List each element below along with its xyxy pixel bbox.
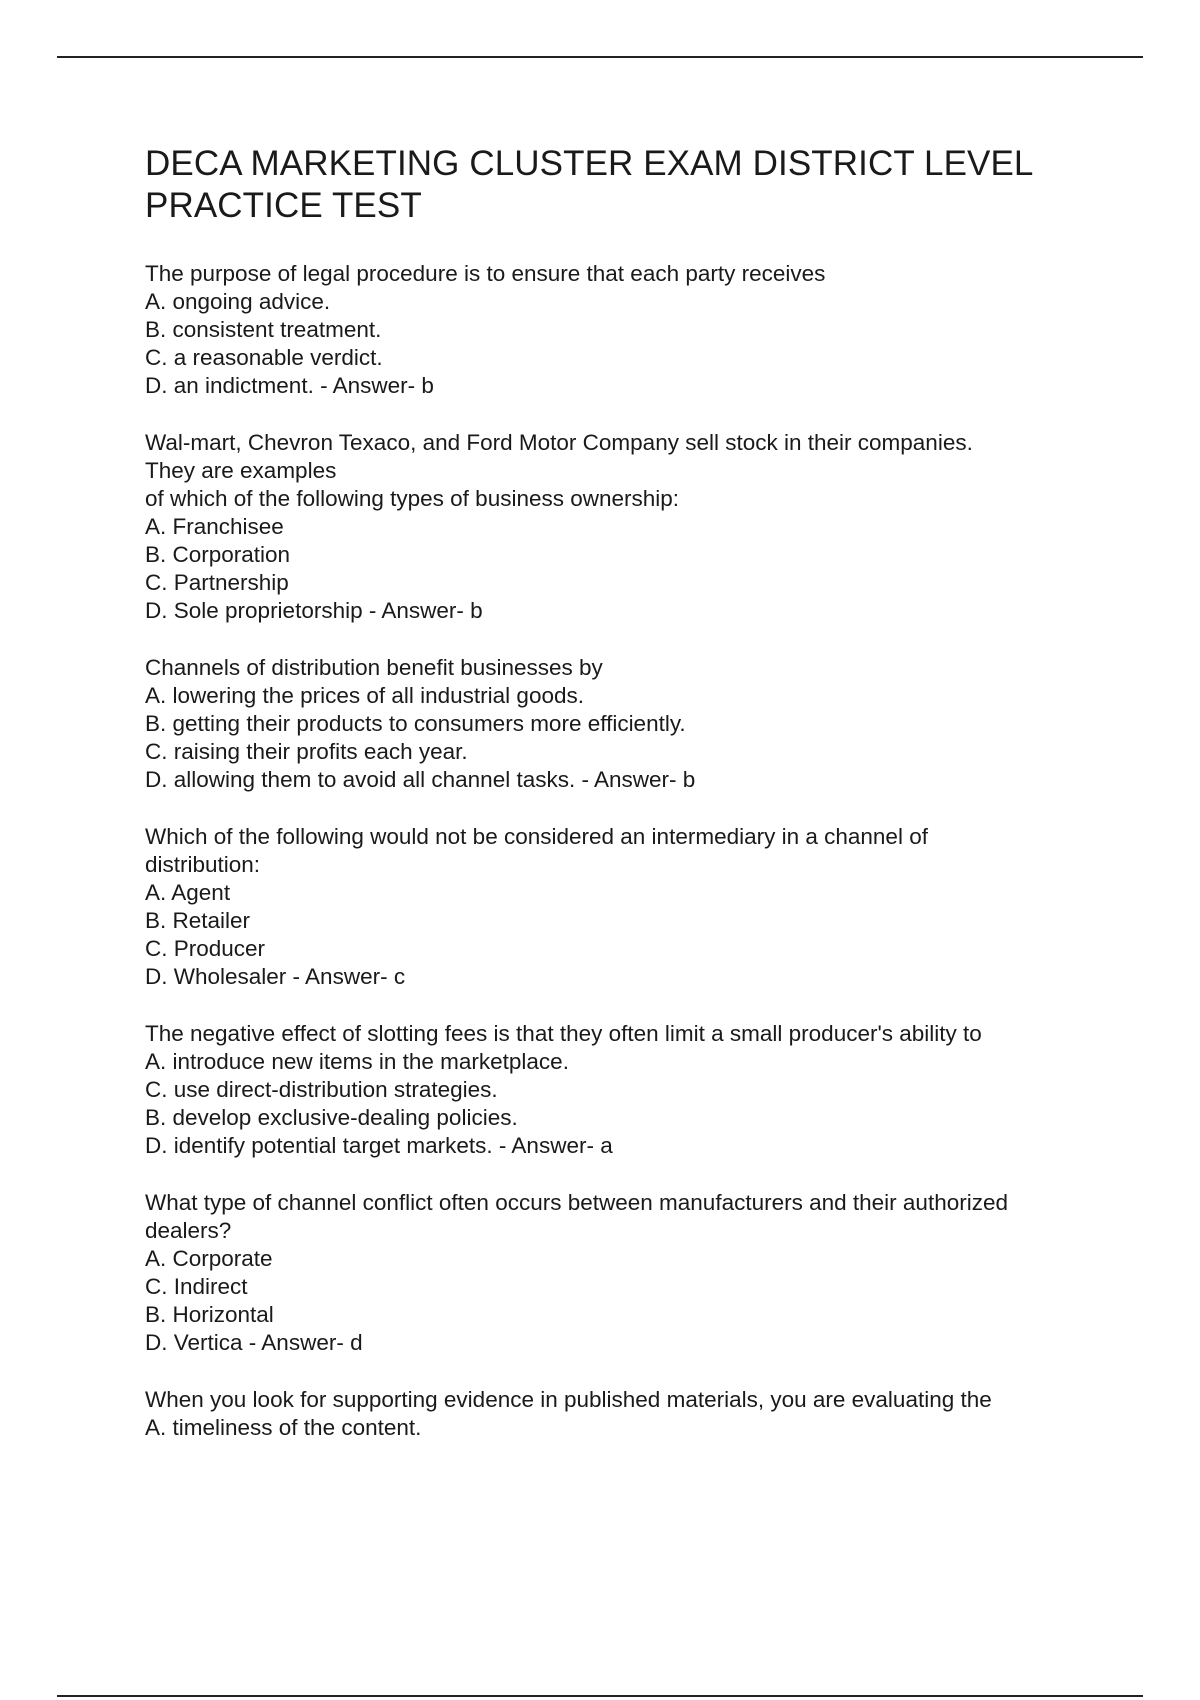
- answer-option: [145, 1132, 1095, 1160]
- answer-option-text: C. Indirect: [145, 1274, 248, 1299]
- answer-option-text: A. Corporate: [145, 1246, 273, 1271]
- question-block: [145, 1189, 1095, 1357]
- answer-option: [145, 1245, 1095, 1273]
- answer-option: [145, 1414, 1095, 1442]
- question-block: [145, 429, 1095, 625]
- question-stem: Which of the following would not be considered an intermediary in a channel of: [145, 824, 928, 849]
- answer-option: [145, 513, 1095, 541]
- question-block: [145, 823, 1095, 991]
- answer-option-text: D. Vertica: [145, 1330, 243, 1355]
- answer-key: - Answer- d: [242, 1330, 363, 1355]
- question-stem: Channels of distribution benefit businesses by: [145, 655, 603, 680]
- answer-key: - Answer- c: [286, 964, 406, 989]
- answer-option: [145, 766, 1095, 794]
- answer-option-text: A. timeliness of the content.: [145, 1415, 422, 1440]
- question-stem: When you look for supporting evidence in published materials, you are evaluating the: [145, 1387, 992, 1412]
- answer-option-text: C. Producer: [145, 936, 266, 961]
- answer-key: - Answer- b: [362, 598, 483, 623]
- answer-option: [145, 963, 1095, 991]
- answer-option: [145, 597, 1095, 625]
- answer-option-text: A. lowering the prices of all industrial goods.: [145, 683, 584, 708]
- question-stem: of which of the following types of business ownership:: [145, 486, 680, 511]
- answer-option-text: B. Horizontal: [145, 1302, 274, 1327]
- answer-option: [145, 710, 1095, 738]
- title-line-1: DECA MARKETING CLUSTER EXAM DISTRICT LEVEL: [145, 144, 1034, 183]
- question-stem: dealers?: [145, 1218, 232, 1243]
- answer-option-text: B. getting their products to consumers more efficiently.: [145, 711, 686, 736]
- answer-option: [145, 879, 1095, 907]
- answer-option: [145, 1273, 1095, 1301]
- answer-option: [145, 935, 1095, 963]
- answer-option-text: D. allowing them to avoid all channel tasks.: [145, 767, 576, 792]
- answer-option-text: B. Retailer: [145, 908, 251, 933]
- answer-option-text: D. Sole proprietorship: [145, 598, 363, 623]
- answer-option: [145, 1329, 1095, 1357]
- answer-option-text: A. ongoing advice.: [145, 289, 331, 314]
- answer-option-text: D. identify potential target markets.: [145, 1133, 493, 1158]
- answer-option: [145, 569, 1095, 597]
- answer-option-text: C. raising their profits each year.: [145, 739, 468, 764]
- answer-option-text: B. Corporation: [145, 542, 291, 567]
- answer-option-text: B. consistent treatment.: [145, 317, 382, 342]
- answer-option: [145, 1301, 1095, 1329]
- question-stem: The purpose of legal procedure is to ensure that each party receives: [145, 261, 826, 286]
- answer-option: [145, 541, 1095, 569]
- header-rule: [57, 56, 1143, 58]
- question-stem: What type of channel conflict often occurs between manufacturers and their authorized: [145, 1190, 1008, 1215]
- answer-option-text: A. introduce new items in the marketplace.: [145, 1049, 569, 1074]
- question-stem: distribution:: [145, 852, 261, 877]
- document-body: [145, 143, 1095, 1471]
- answer-option: [145, 682, 1095, 710]
- answer-option: [145, 288, 1095, 316]
- question-stem: They are examples: [145, 458, 337, 483]
- answer-option-text: A. Agent: [145, 880, 231, 905]
- answer-option-text: C. a reasonable verdict.: [145, 345, 383, 370]
- answer-option: [145, 1048, 1095, 1076]
- answer-option: [145, 344, 1095, 372]
- answer-option: [145, 372, 1095, 400]
- answer-option-text: D. an indictment.: [145, 373, 314, 398]
- question-block: [145, 260, 1095, 400]
- answer-option-text: D. Wholesaler: [145, 964, 287, 989]
- answer-option-text: A. Franchisee: [145, 514, 284, 539]
- footer-rule: [57, 1695, 1143, 1697]
- answer-option: [145, 316, 1095, 344]
- answer-key: - Answer- b: [313, 373, 434, 398]
- answer-key: - Answer- b: [575, 767, 696, 792]
- answer-option-text: C. Partnership: [145, 570, 289, 595]
- question-list: [145, 260, 1095, 1442]
- question-block: [145, 1386, 1095, 1442]
- answer-option: [145, 738, 1095, 766]
- question-stem: Wal-mart, Chevron Texaco, and Ford Motor Company sell stock in their companies.: [145, 430, 973, 455]
- answer-option: [145, 907, 1095, 935]
- answer-option-text: C. use direct-distribution strategies.: [145, 1077, 498, 1102]
- question-block: [145, 654, 1095, 794]
- document-title: [145, 143, 1095, 227]
- answer-option-text: B. develop exclusive-dealing policies.: [145, 1105, 518, 1130]
- question-block: [145, 1020, 1095, 1160]
- answer-option: [145, 1104, 1095, 1132]
- answer-key: - Answer- a: [492, 1133, 613, 1158]
- answer-option: [145, 1076, 1095, 1104]
- question-stem: The negative effect of slotting fees is that they often limit a small producer's ability to: [145, 1021, 982, 1046]
- title-line-2: PRACTICE TEST: [145, 186, 422, 225]
